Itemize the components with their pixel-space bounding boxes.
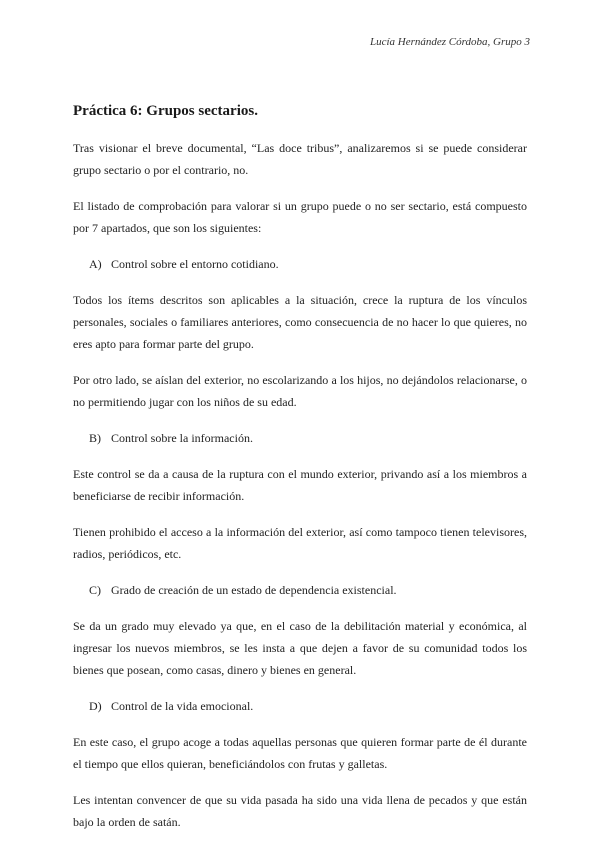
running-header: Lucía Hernández Córdoba, Grupo 3 [369, 36, 530, 48]
section-paragraph: Este control se da a causa de la ruptura con el mundo exterior, privando así a los miembros a beneficiarse de recibir información. [73, 467, 527, 503]
section-letter: D) [89, 699, 102, 713]
section-paragraph: Por otro lado, se aíslan del exterior, no escolarizando a los hijos, no dejándolos relacionarse, o no permitiendo jugar con los niños de su edad. [73, 373, 527, 409]
section-letter: C) [89, 583, 101, 597]
section-letter: B) [89, 431, 101, 445]
section-letter: A) [89, 257, 102, 271]
section-title: Control sobre la información. [111, 431, 253, 445]
intro-paragraph: El listado de comprobación para valorar si un grupo puede o no ser sectario, está compuesto por 7 apartados, que son los siguientes: [73, 199, 527, 235]
section-title: Grado de creación de un estado de dependencia existencial. [111, 583, 397, 597]
section-heading-d [89, 695, 527, 717]
section-heading-c [89, 579, 527, 601]
section-heading-b [89, 427, 527, 449]
section-paragraph: Se da un grado muy elevado ya que, en el caso de la debilitación material y económica, al ingresar los nuevos miembros, se les insta a que dejen a favor de su comunidad todos los bienes que posean, como casas, dinero y bienes en general. [73, 619, 527, 677]
section-paragraph: Tienen prohibido el acceso a la información del exterior, así como tampoco tienen televisores, radios, periódicos, etc. [73, 525, 527, 561]
intro-paragraph: Tras visionar el breve documental, “Las doce tribus”, analizaremos si se puede considerar grupo sectario o por el contrario, no. [73, 141, 527, 177]
section-paragraph: En este caso, el grupo acoge a todas aquellas personas que quieren formar parte de él durante el tiempo que ellos quieran, beneficiándolos con frutas y galletas. [73, 735, 527, 771]
section-paragraph: Todos los ítems descritos son aplicables a la situación, crece la ruptura de los vínculos personales, sociales o familiares anteriores, como consecuencia de no hacer lo que quieres, no eres apto para formar parte del grupo. [73, 293, 527, 351]
document-title: Práctica 6: Grupos sectarios. [73, 103, 258, 119]
section-title: Control de la vida emocional. [111, 699, 254, 713]
section-paragraph: Les intentan convencer de que su vida pasada ha sido una vida llena de pecados y que están bajo la orden de satán. [73, 793, 527, 829]
section-heading-a [89, 253, 527, 275]
section-title: Control sobre el entorno cotidiano. [111, 257, 279, 271]
document-body [73, 102, 527, 847]
